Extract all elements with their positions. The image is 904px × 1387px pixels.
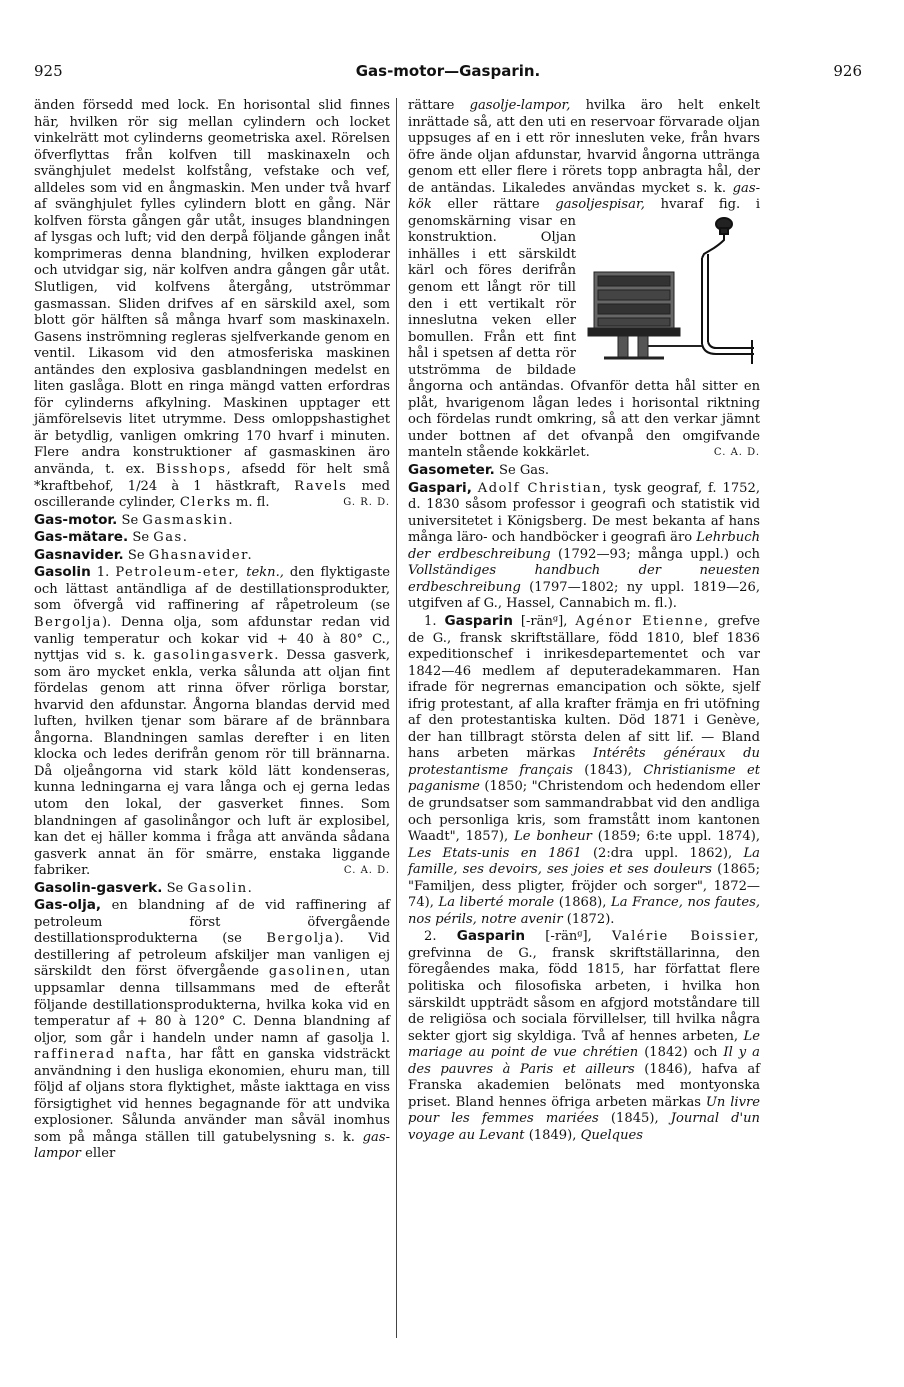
page-number-left: 925 — [34, 62, 63, 80]
headword: Gasolin-gasverk. — [34, 879, 163, 896]
entry-gasolin: Gasolin 1. Petroleum-eter, tekn., den flyktigaste och lättast antändliga af de destillationsprodukter, som öfvergå vid raffinering af råpetroleum (se Bergolja). Denna olja, som afdunstar redan vid vanlig temperatur och kokar vid + 40 à 80° C., nyttjas vid s. k. gasolingasverk. Dessa gasverk, som äro mycket enkla, verka sålunda att oljan fint fördelas genom att rinna öfver rörliga borstar, hvarvid den afdunstar. Ångorna blandas dervid med luften, hvilken tjenar som bärare af de brännbara ångorna. Blandningen samlas derefter i en liten klocka och ledes derifrån genom rör till brännarna. Då oljeångorna vid stark köld lätt kondenseras, kunna ledningarna ej vara långa och ej gerna ledas utom den lokal, der gasverket finnes. Som blandningen af gasolinångor och luft är explosibel, kan det ej häller komma i fråga att använda sådana gasverk annat än för smärre, enstaka liggande fabriker. C. A. D. — [34, 564, 391, 879]
paragraph-gas-motor-cont: änden försedd med lock. En horisontal slid finnes här, hvilken rör sig mellan cylindern och locket vinkelrätt mot cylinderns geometriska axel. Rörelsen öfverflyttas från kolfven till maskinaxeln och svänghjulet medelst kolfstång, vefstake och vef, alldeles som vid en ångmaskin. Men under två hvarf af svänghjulet fylles cylindern blott en gång. När kolfven första gången går utåt, insuges blandningen af lysgas och luft; vid den derpå följande gången inåt komprimeras denna blandning, hvilken exploderar och utvidgar sig, när kolfven andra gången går utåt. Slutligen, vid kolfvens återgång, utströmmar gasmassan. Sliden drifves af en särskild axel, som blott gör hälften så många hvarf som maskinaxeln. Gasens inströmning regleras sjelfverkande genom en ventil. Likasom vid den atmosferiska maskinen antändes den explosiva gasblandningen medelst en liten gaslåga. Blott en ringa mängd vatten erfordras för cylinderns afkylning. Maskinen upptager ett jämförelsevis litet utrymme. Dess omloppshastighet är betydlig, vanligen omkring 170 hvarf i minuten. Flere andra konstruktioner af gasmaskinen äro använda, t. ex. Bisshops, afsedd för helt små *kraftbehof, 1/24 à 1 hästkraft, Ravels med oscillerande cylinder, Clerks m. fl. G. R. D. — [34, 98, 390, 511]
entry-gasolin-gasverk: Gasolin-gasverk. Se Gasolin. — [34, 879, 254, 896]
page-header — [34, 62, 862, 84]
running-head: Gas-motor—Gasparin. — [355, 62, 541, 80]
signature: C. A. D. — [343, 865, 390, 877]
entry-gaspari: Gaspari, Adolf Christian, tysk geograf, f. 1752, d. 1830 såsom professor i geografi och statistik vid universitetet i Königsberg. De mest bekanta af hans många läro- och handböcker i geografi äro Lehrbuch der erdbeschreibung (1792—93; många uppl.) och Vollständiges handbuch der neuesten erdbeschreibung (1797—1802; ny uppl. 1819—26, utgifven af G., Hassel, Cannabich m. fl.). — [408, 479, 761, 612]
headword: Gasparin — [444, 612, 513, 629]
signature: G. R. D. — [343, 497, 390, 509]
signature: C. A. D. — [713, 447, 760, 459]
headword: Gaspari, — [408, 479, 472, 496]
gas-stove-figure — [584, 214, 760, 374]
headword: Gas-motor. — [34, 511, 118, 528]
entry-gasometer: Gasometer. Se Gas. — [408, 462, 549, 479]
gas-stove-illustration-icon — [584, 214, 760, 374]
page-number-right: 926 — [833, 62, 862, 80]
entry-gas-olja: Gas-olja, en blandning af de vid raffinering af petroleum först öfvergående destillationsprodukterna (se Bergolja). Vid destillering af petroleum afskiljer man vanligen ej särskildt den först öfvergående gasolinen, utan uppsamlar denna tillsammans med de efteråt följande destillationsprodukterna, hvilka koka vid en temperatur af + 80 à 120° C. Denna blandning af oljor, som går i handeln under namn af gasolja l. raffinerad nafta, har fått en ganska vidsträckt användning i den husliga ekonomien, ehuru man, till följd af oljans stora flyktighet, måste iakttaga en viss försigtighet vid hennes begagnande för att undvika explosioner. Sålunda använder man såväl inomhus som på många ställen till gatubelysning s. k. gas-lampor eller — [34, 897, 390, 1162]
entry-gasparin-1: 1. Gasparin [-ränᵍ], Agénor Etienne, grefve de G., fransk skriftställare, född 1810, blef 1836 expeditionschef i inrikesdepartementet och var 1842—46 medlem af deputeradekammaren. Han ifrade för negrernas emancipation och sökte, sjelf ifrig protestant, af alla krafter främja en fri utöfning af den protestantiska kulten. Död 1871 i Genève, der han tillbragt största delen af sitt lif. — Bland hans arbeten märkas Intérêts généraux du protestantisme français (1843), Christianisme et paganisme (1850; "Christendom och hedendom eller de grundsatser som sammandrabbat vid den andliga och personliga kris, som framstått inom kantonen Waadt", 1857), Le bonheur (1859; 6:te uppl. 1874), Les Etats-unis en 1861 (2:dra uppl. 1862), La famille, ses devoirs, ses joies et ses douleurs (1865; "Familjen, dess pligter, fröjder och sorger", 1872—74), La liberté morale (1868), La France, nos fautes, nos périls, notre avenir (1872). — [408, 612, 761, 927]
headword: Gas-mätare. — [34, 529, 129, 546]
left-column — [34, 98, 390, 1163]
column-divider — [396, 98, 397, 1338]
headword: Gasparin — [456, 928, 526, 945]
entry-gas-motor: Gas-motor. Se Gasmaskin. — [34, 511, 235, 528]
headword: Gasometer. — [408, 462, 495, 479]
entry-gasparin-2: 2. Gasparin [-ränᵍ], Valérie Boissier, grefvinna de G., fransk skriftställarinna, den föregåendes maka, född 1815, har författat flere politiska och filosofiska arbeten, i hvilka hon särskildt uppträdt såsom en afgjord motståndare till de religiösa och sociala förvillelser, till hvilka några sekter gjort sig skyldiga. Två af hennes arbeten, Le mariage au point de vue chrétien (1842) och Il y a des pauvres à Paris et ailleurs (1846), hafva af Franska akademien belönats med montyonska priset. Bland hennes öfriga arbeten märkas Un livre pour les femmes mariées (1845), Journal d'un voyage au Levant (1849), Quelques — [408, 928, 760, 1143]
right-column — [408, 98, 760, 1144]
entry-gasnavider: Gasnavider. Se Ghasnavider. — [34, 546, 254, 563]
entry-gas-matare: Gas-mätare. Se Gas. — [34, 529, 189, 546]
headword: Gas-olja, — [34, 897, 102, 914]
paragraph-gas-olja-cont: rättare gasolje-lampor, hvilka äro helt enkelt inrättade så, att den uti en reservoar förvarade oljan uppsuges af en i ett rör innesluten veke, från hvars öfre ände oljan afdunstar, hvarvid ångorna uttränga genom ett eller flere i rörets topp anbragta hål, der de antändas. Likaledes användas mycket s. k. gas-kök eller rättare gasoljespisar, hvaraf fig. i genomskärning visar en konstruktion. Oljan inhälles i ett särskildt kärl och föres derifrån genom ett långt rör till den i ett vertikalt rör inneslutna veken eller bomullen. Från ett fint hål i spetsen af detta rör utströmma de bildade ångorna och antändas. Ofvanför detta hål sitter en plåt, hvarigenom lågan ledes i horisontal riktning och fördelas rundt omkring, så att den verkar jämnt under bottnen af det ofvanpå den omgifvande manteln stående kokkärlet. C. A. D. — [408, 98, 761, 461]
headword: Gasnavider. — [34, 546, 124, 563]
headword: Gasolin — [34, 564, 91, 581]
